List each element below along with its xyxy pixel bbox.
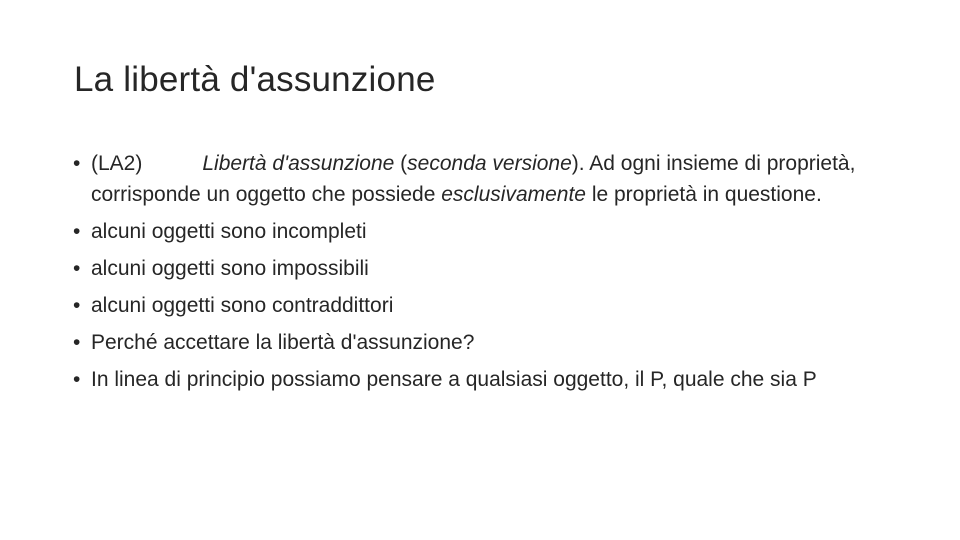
list-item [73, 216, 903, 247]
list-item [73, 327, 903, 358]
list-item-text: alcuni oggetti sono impossibili [91, 257, 369, 280]
list-item-text: Perché accettare la libertà d'assunzione? [91, 331, 475, 354]
la2-paren-open: ( [394, 152, 408, 175]
list-item-text: In linea di principio possiamo pensare a qualsiasi oggetto, il P, quale che sia P [91, 368, 817, 391]
bullet-marker: • [73, 368, 81, 391]
list-item-text: alcuni oggetti sono contraddittori [91, 294, 394, 317]
bullet-marker: • [73, 220, 81, 243]
bullet-list [73, 148, 903, 401]
slide-title: La libertà d'assunzione [74, 60, 436, 99]
bullet-marker: • [73, 331, 81, 354]
la2-paren-term: seconda versione [407, 152, 572, 175]
la2-label: (LA2) [91, 152, 143, 175]
list-item [73, 253, 903, 284]
bullet-marker: • [73, 152, 81, 175]
list-item [73, 148, 903, 210]
la2-tail: le proprietà in questione. [585, 183, 822, 206]
la2-term: Libertà d'assunzione [202, 152, 395, 175]
la2-body: ). Ad ogni insieme di proprietà, corrisponde un oggetto che possiede [91, 152, 856, 206]
list-item [73, 364, 903, 395]
list-item-text: alcuni oggetti sono incompleti [91, 220, 367, 243]
list-item [73, 290, 903, 321]
la2-emphasis: esclusivamente [441, 183, 586, 206]
bullet-marker: • [73, 257, 81, 280]
bullet-marker: • [73, 294, 81, 317]
